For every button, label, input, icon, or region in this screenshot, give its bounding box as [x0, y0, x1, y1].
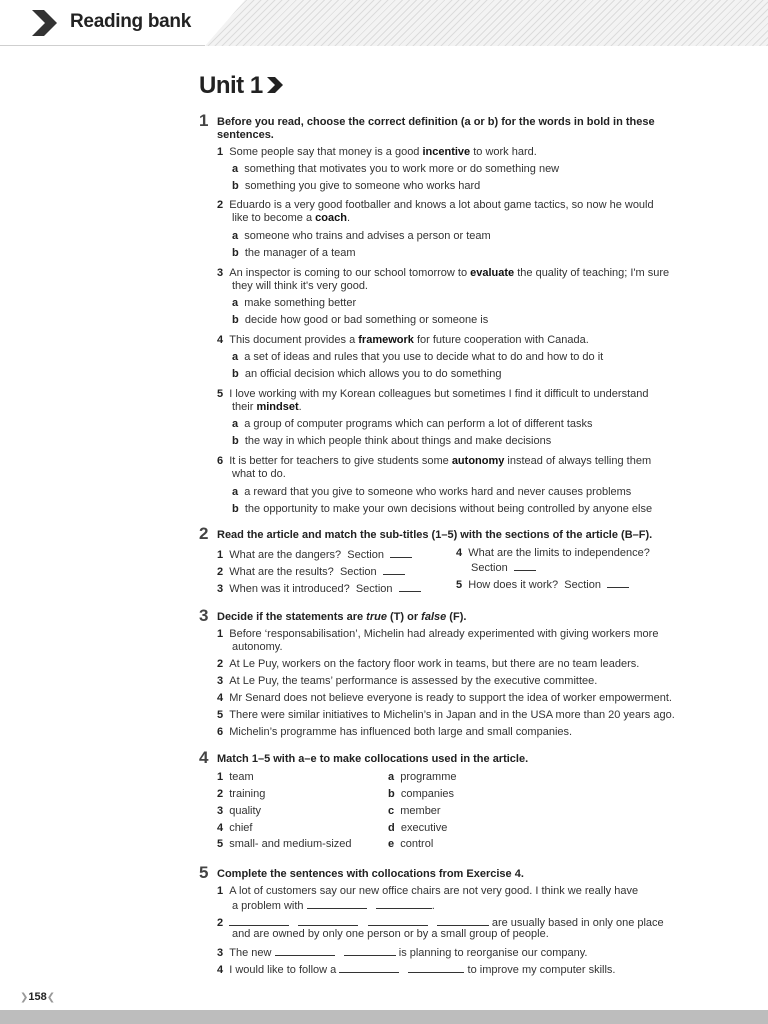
option-a[interactable]: a a group of computer programs which can perform a lot of different tasks — [232, 418, 593, 430]
question-item — [217, 709, 675, 722]
exercise-instruction: Match 1–5 with a–e to make collocations used in the article. — [217, 753, 529, 765]
item-number: 5 — [217, 838, 224, 850]
page-header — [0, 0, 768, 46]
item-text: training — [229, 788, 266, 800]
answer-blank[interactable] — [408, 962, 464, 973]
item-number: 6 — [217, 726, 224, 738]
item-text: the quality of teaching; I'm sure — [514, 267, 670, 279]
item-number: 4 — [217, 692, 224, 704]
item-text: instead of always telling them — [504, 455, 652, 467]
unit-title: Unit 1 — [199, 72, 263, 99]
exercise-instruction: Read the article and match the sub-titles (1–5) with the sections of the article (B–F). — [217, 529, 653, 541]
item-text: is planning to reorganise our company. — [398, 947, 588, 959]
exercise-number: 2 — [199, 524, 209, 543]
exercise-number: 4 — [199, 748, 209, 767]
question-item — [217, 658, 639, 671]
question-item — [217, 564, 405, 579]
item-number: 1 — [217, 628, 224, 640]
match-right-item — [388, 822, 447, 835]
key-word: mindset — [256, 401, 299, 413]
item-letter: e — [388, 838, 395, 850]
page-number-row — [20, 991, 55, 1003]
question-item — [217, 675, 597, 688]
option-text: something you give to someone who works hard — [244, 180, 481, 192]
unit-title-row — [199, 72, 284, 100]
answer-blank[interactable] — [275, 945, 335, 956]
item-number: 3 — [217, 675, 224, 687]
question-item — [217, 885, 638, 898]
answer-blank[interactable] — [298, 915, 358, 926]
option-a[interactable]: a someone who trains and advises a person or team — [232, 230, 491, 242]
exercise-number: 5 — [199, 863, 209, 882]
answer-blank[interactable] — [437, 915, 489, 926]
item-text: This document provides a — [229, 334, 359, 346]
header-title: Reading bank — [70, 11, 191, 32]
item-letter: b — [388, 788, 395, 800]
key-word: autonomy — [451, 455, 505, 467]
question-item-line2 — [471, 560, 536, 575]
question-item — [217, 334, 589, 347]
key-word: evaluate — [470, 267, 515, 279]
item-number: 3 — [217, 805, 224, 817]
exercise-instruction: Complete the sentences with collocations from Exercise 4. — [217, 868, 524, 880]
match-right-item — [388, 805, 441, 818]
chevron-right-icon — [30, 8, 60, 38]
item-text: I would like to follow a — [229, 964, 337, 976]
question-item — [456, 547, 650, 560]
key-word: coach — [315, 212, 347, 224]
answer-blank[interactable] — [383, 564, 405, 575]
option-text: the manager of a team — [244, 247, 356, 259]
item-text: executive — [400, 822, 448, 834]
answer-blank[interactable] — [399, 581, 421, 592]
option-b[interactable]: b an official decision which allows you to do something — [232, 368, 502, 380]
option-a[interactable]: a make something better — [232, 297, 357, 309]
question-item — [217, 628, 658, 641]
option-b[interactable]: b the opportunity to make your own decisions without being controlled by anyone else — [232, 503, 653, 515]
key-word: incentive — [422, 146, 471, 158]
item-text: programme — [400, 771, 457, 783]
instruction-text: true — [366, 611, 387, 623]
option-text: the opportunity to make your own decisions without being controlled by anyone else — [244, 503, 653, 515]
item-number: 4 — [217, 334, 224, 346]
item-text: How does it work? — [468, 579, 559, 591]
item-text: like to become a — [232, 212, 316, 224]
instruction-text: (F). — [446, 611, 467, 623]
question-item — [217, 547, 412, 562]
header-rule — [0, 45, 205, 46]
item-text: their — [232, 401, 257, 413]
option-a[interactable]: a a reward that you give to someone who works hard and never causes problems — [232, 486, 632, 498]
exercise-instruction — [217, 611, 466, 624]
question-item-line2: they will think it's very good. — [232, 280, 368, 292]
answer-blank[interactable] — [368, 915, 428, 926]
chevron-right-icon — [266, 76, 284, 94]
instruction-text: Decide if the statements are — [217, 611, 367, 623]
match-right-item — [388, 838, 433, 851]
exercise-number: 3 — [199, 606, 209, 625]
item-text: Some people say that money is a good — [229, 146, 423, 158]
item-text: Section — [564, 579, 601, 591]
option-text: an official decision which allows you to do something — [244, 368, 502, 380]
item-number: 1 — [217, 885, 224, 897]
option-text: decide how good or bad something or someone is — [244, 314, 489, 326]
item-text: companies — [400, 788, 455, 800]
item-text: Section — [339, 566, 377, 578]
item-text: chief — [229, 822, 253, 834]
match-left-item — [217, 788, 265, 801]
question-item — [217, 455, 651, 468]
item-number: 2 — [217, 788, 224, 800]
key-word: framework — [358, 334, 414, 346]
item-number: 4 — [456, 547, 463, 559]
chevron-right-icon: ❯ — [20, 992, 29, 1003]
question-item — [217, 726, 572, 739]
option-text: a group of computer programs which can perform a lot of different tasks — [244, 418, 593, 430]
question-item — [217, 945, 588, 960]
item-text: Before ‘responsabilisation’, Michelin had already experimented with giving workers more — [229, 628, 659, 640]
question-item-line2 — [232, 898, 435, 913]
item-number: 3 — [217, 583, 224, 595]
item-text: are usually based in only one place — [491, 917, 664, 929]
item-text: to improve my computer skills. — [467, 964, 616, 976]
question-item — [217, 692, 672, 705]
item-text: . — [298, 401, 302, 413]
match-left-item — [217, 838, 352, 851]
item-text: What are the results? — [229, 566, 334, 578]
item-number: 5 — [456, 579, 463, 591]
question-item — [217, 146, 537, 159]
item-number: 3 — [217, 947, 224, 959]
answer-blank[interactable] — [229, 915, 289, 926]
item-text: Michelin’s programme has influenced both large and small companies. — [229, 726, 573, 738]
item-text: . — [346, 212, 351, 224]
item-text: small- and medium-sized — [229, 838, 352, 850]
chevron-left-icon: ❮ — [46, 992, 56, 1003]
item-number: 2 — [217, 566, 224, 578]
option-text: a reward that you give to someone who works hard and never causes problems — [244, 486, 632, 498]
option-b[interactable]: b decide how good or bad something or someone is — [232, 314, 489, 326]
item-number: 2 — [217, 658, 224, 670]
exercise-number: 1 — [199, 111, 209, 130]
option-text: something that motivates you to work more or do something new — [244, 163, 560, 175]
item-text: a problem with — [232, 900, 304, 912]
item-text: A lot of customers say our new office chairs are not very good. I think we really have — [229, 885, 639, 897]
question-item — [217, 388, 648, 401]
match-right-item — [388, 788, 454, 801]
item-text: The new — [229, 947, 272, 959]
item-number: 2 — [217, 917, 224, 929]
item-text: quality — [229, 805, 262, 817]
question-item — [217, 962, 615, 977]
item-text: for future cooperation with Canada. — [413, 334, 589, 346]
answer-blank[interactable] — [607, 577, 629, 588]
question-item-line2: what to do. — [232, 468, 286, 480]
item-number: 1 — [217, 549, 224, 561]
option-text: the way in which people think about things and make decisions — [244, 435, 552, 447]
answer-blank[interactable] — [307, 898, 367, 909]
item-number: 3 — [217, 267, 224, 279]
question-item — [217, 199, 654, 212]
exercise-instruction: sentences. — [217, 129, 274, 141]
page-number: 158 — [28, 991, 47, 1003]
question-item-line2: and are owned by only one person or by a small group of people. — [232, 928, 549, 940]
option-b[interactable]: b something you give to someone who works hard — [232, 180, 481, 192]
option-a[interactable]: a a set of ideas and rules that you use to decide what to do and how to do it — [232, 351, 604, 363]
item-number: 6 — [217, 455, 224, 467]
question-item — [456, 577, 629, 592]
item-number: 5 — [217, 709, 224, 721]
option-b[interactable]: b the way in which people think about things and make decisions — [232, 435, 552, 447]
item-text: At Le Puy, the teams’ performance is assessed by the executive committee. — [229, 675, 598, 687]
item-text: I love working with my Korean colleagues but sometimes I find it difficult to understand — [229, 388, 649, 400]
item-text: When was it introduced? — [229, 583, 350, 595]
item-text: Eduardo is a very good footballer and knows a lot about game tactics, so now he would — [229, 199, 654, 211]
item-text: Section — [355, 583, 393, 595]
question-item — [217, 581, 421, 596]
match-left-item — [217, 771, 254, 784]
item-letter: d — [388, 822, 395, 834]
item-letter: c — [388, 805, 395, 817]
item-text: It is better for teachers to give students some — [229, 455, 452, 467]
item-text: What are the limits to independence? — [468, 547, 650, 559]
item-text: Section — [471, 562, 508, 574]
item-number: 5 — [217, 388, 224, 400]
item-letter: a — [388, 771, 395, 783]
answer-blank[interactable] — [390, 547, 412, 558]
item-number: 1 — [217, 146, 224, 158]
item-text: control — [400, 838, 434, 850]
answer-blank[interactable] — [376, 898, 432, 909]
item-text: to work hard. — [470, 146, 537, 158]
match-right-item — [388, 771, 457, 784]
item-text: member — [400, 805, 441, 817]
option-text: make something better — [244, 297, 357, 309]
item-number: 4 — [217, 964, 224, 976]
answer-blank[interactable] — [514, 560, 536, 571]
item-text: At Le Puy, workers on the factory floor work in teams, but there are no team leaders. — [229, 658, 640, 670]
exercise-instruction: Before you read, choose the correct definition (a or b) for the words in bold in these — [217, 116, 655, 128]
footer-bar — [0, 1010, 768, 1024]
question-item — [217, 267, 669, 280]
question-item-line2: autonomy. — [232, 641, 283, 653]
item-text: An inspector is coming to our school tomorrow to — [229, 267, 471, 279]
answer-blank[interactable] — [339, 962, 399, 973]
option-text: someone who trains and advises a person or team — [244, 230, 491, 242]
item-text: What are the dangers? — [229, 549, 342, 561]
item-text: Section — [347, 549, 384, 561]
match-left-item — [217, 822, 253, 835]
item-number: 2 — [217, 199, 224, 211]
item-text: Mr Senard does not believe everyone is ready to support the idea of worker empowerment. — [229, 692, 672, 704]
answer-blank[interactable] — [344, 945, 396, 956]
option-a[interactable]: a something that motivates you to work more or do something new — [232, 163, 560, 175]
instruction-text: (T) or — [386, 611, 422, 623]
option-b[interactable]: b the manager of a team — [232, 247, 356, 259]
match-left-item — [217, 805, 261, 818]
item-text: There were similar initiatives to Michelin’s in Japan and in the USA more than 20 years ago. — [229, 709, 675, 721]
item-number: 4 — [217, 822, 224, 834]
instruction-text: false — [421, 611, 447, 623]
item-text: team — [229, 771, 254, 783]
item-number: 1 — [217, 771, 224, 783]
option-text: a set of ideas and rules that you use to decide what to do and how to do it — [244, 351, 604, 363]
question-item-line2 — [232, 401, 302, 414]
question-item-line2 — [232, 212, 350, 225]
item-text: . — [431, 900, 435, 912]
